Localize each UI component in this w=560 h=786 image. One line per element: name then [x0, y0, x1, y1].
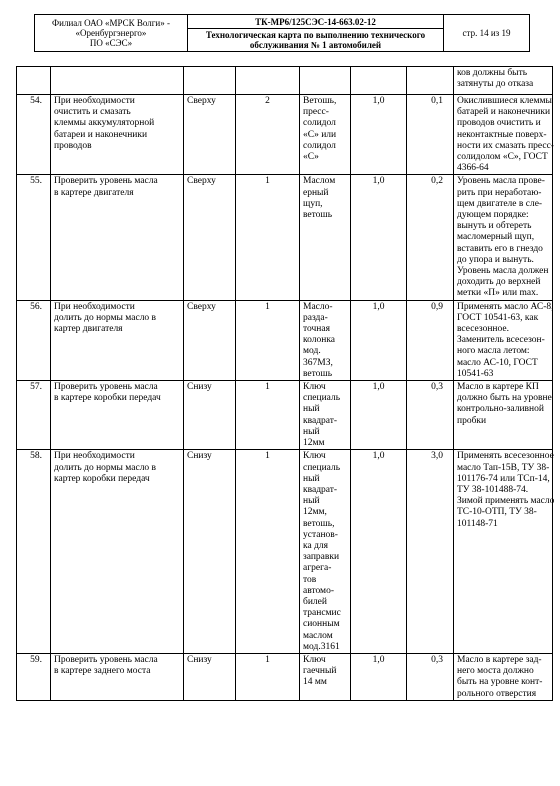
time-norm-cell: 1,0	[351, 381, 407, 450]
quantity-cell: 1	[236, 653, 300, 700]
tool-cell: Ключ гаечный 14 мм	[300, 653, 351, 700]
row-number-cell: 57.	[17, 381, 51, 450]
quantity-cell: 2	[236, 95, 300, 175]
document-title: Технологическая карта по выполнению технического обслуживания № 1 автомобилей	[205, 29, 426, 50]
page-number: стр. 14 из 19	[444, 15, 530, 52]
notes-cell: Применять всесезонное масло Тап-15В, ТУ 38- 101176-74 или ТСп-14, ТУ 38-101488-74. Зимой применять масло ТС-10-ОТП, ТУ 38- 101148-71	[454, 450, 553, 654]
organization-name: Филиал ОАО «МРСК Волги» - «Оренбургэнерго» ПО «СЭС»	[35, 15, 188, 52]
document-title-block	[188, 15, 444, 52]
notes-cell: Масло в картере зад- него моста должно быть на уровне конт- рольного отверстия	[454, 653, 553, 700]
row-number-cell: 54.	[17, 95, 51, 175]
maintenance-table	[16, 66, 553, 701]
table-row	[17, 653, 553, 700]
time-norm-cell: 1,0	[351, 95, 407, 175]
quantity-cell: 1	[236, 450, 300, 654]
quantity-cell: 1	[236, 381, 300, 450]
row-number-cell: 59.	[17, 653, 51, 700]
duration-cell: 0,3	[407, 653, 454, 700]
duration-cell: 3,0	[407, 450, 454, 654]
notes-cell: Окислившиеся клеммы батарей и наконечники проводов очистить и неконтактные поверх- ности их смазать пресс- солидолом «С», ГОСТ 4366-64	[454, 95, 553, 175]
time-norm-cell: 1,0	[351, 300, 407, 380]
time-norm-cell: 1,0	[351, 175, 407, 300]
tool-cell: Масло- разда- точная колонка мод. 367МЗ, ветошь	[300, 300, 351, 380]
location-cell: Снизу	[184, 381, 236, 450]
row-number-cell: 58.	[17, 450, 51, 654]
table-row-continuation	[17, 67, 553, 95]
notes-cell: Применять масло АС-8, ГОСТ 10541-63, как всесезонное. Заменитель всесезон- ного масла летом: масло АС-10, ГОСТ 10541-63	[454, 300, 553, 380]
table-row	[17, 175, 553, 300]
duration-cell: 0,3	[407, 381, 454, 450]
notes-cell: Масло в картере КП должно быть на уровне контрольно-заливной пробки	[454, 381, 553, 450]
tool-cell: Маслом ерный щуп, ветошь	[300, 175, 351, 300]
location-cell: Снизу	[184, 653, 236, 700]
operation-cell: Проверить уровень масла в картере коробки передач	[51, 381, 184, 450]
table-body	[17, 67, 553, 701]
table-row	[17, 95, 553, 175]
operation-cell: Проверить уровень масла в картере заднего моста	[51, 653, 184, 700]
operation-cell: Проверить уровень масла в картере двигателя	[51, 175, 184, 300]
quantity-cell: 1	[236, 175, 300, 300]
time-norm-cell: 1,0	[351, 450, 407, 654]
operation-cell: При необходимости очистить и смазать клеммы аккумуляторной батареи и наконечники проводов	[51, 95, 184, 175]
location-cell: Снизу	[184, 450, 236, 654]
tool-cell: Ключ специаль ный квадрат- ный 12мм, ветошь, установ- ка для заправки агрега- тов автомо- билей трансмис сионным маслом мод.3161	[300, 450, 351, 654]
location-cell: Сверху	[184, 300, 236, 380]
quantity-cell: 1	[236, 300, 300, 380]
operation-cell: При необходимости долить до нормы масло в картер двигателя	[51, 300, 184, 380]
time-norm-cell: 1,0	[351, 653, 407, 700]
table-row	[17, 381, 553, 450]
notes-cell: Уровень масла прове- рить при неработаю- щем двигателе в сле- дующем порядке: вынуть и обтереть масломерный щуп, вставить его в гнездо до упора и вынуть. Уровень масла должен доходить до верхней метки «П» или max.	[454, 175, 553, 300]
location-cell: Сверху	[184, 175, 236, 300]
row-number-cell: 56.	[17, 300, 51, 380]
table-row	[17, 300, 553, 380]
document-code: ТК-МР6/125СЭС-14-663.02-12	[188, 16, 443, 29]
tool-cell: Ключ специаль ный квадрат- ный 12мм	[300, 381, 351, 450]
duration-cell: 0,9	[407, 300, 454, 380]
document-header	[34, 14, 530, 52]
operation-cell: При необходимости долить до нормы масло в картер коробки передач	[51, 450, 184, 654]
tool-cell: Ветошь, пресс- солидол «С» или солидол «С»	[300, 95, 351, 175]
row-number-cell: 55.	[17, 175, 51, 300]
table-row	[17, 450, 553, 654]
duration-cell: 0,1	[407, 95, 454, 175]
duration-cell: 0,2	[407, 175, 454, 300]
location-cell: Сверху	[184, 95, 236, 175]
notes-cell: ков должны быть затянуты до отказа	[454, 67, 553, 95]
